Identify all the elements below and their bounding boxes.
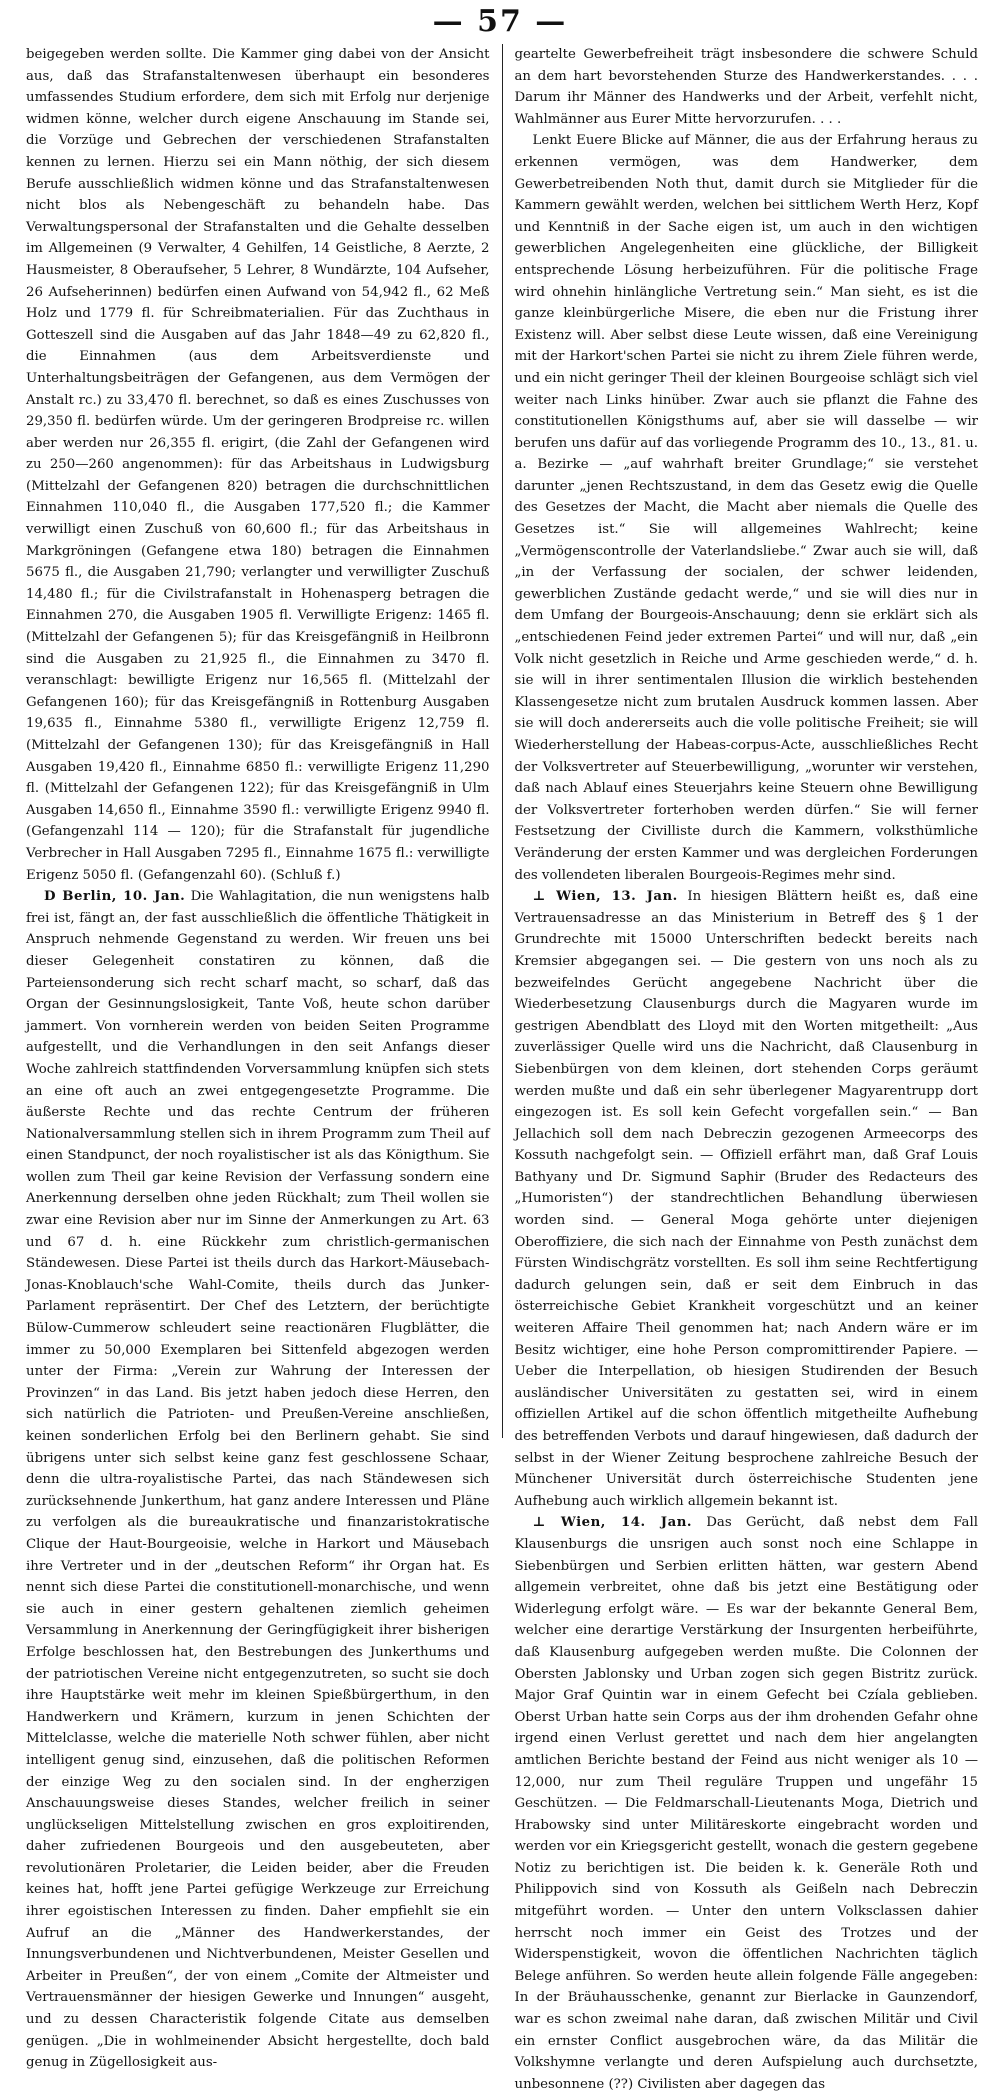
text-columns: [26, 44, 979, 2092]
right-paragraph-1: geartelte Gewerbefreiheit trägt insbesondere die schwere Schuld an dem hart bevorstehenden Sturze des Handwerkerstandes. . . . Darum ihr Männer des Handwerks und der Arbeit, verfehlt nicht, Wahlmänner aus Eurer Mitte hervorzurufen. . . .: [514, 47, 978, 127]
wien-14-article-text: Das Gerücht, daß nebst dem Fall Klausenburgs die unsrigen auch sonst noch eine Schlappe in Siebenbürgen und Serbien erlitten hätten, war gestern Abend allgemein verbreitet, ohne daß bis jetzt eine Bestätigung oder Widerlegung erfolgt wäre. — Es war der bekannte General Bem, welcher eine derartige Verstärkung der Insurgenten herbeiführte, daß Klausenburg aufgegeben werden mußte. Die Colonnen der Obersten Jablonsky und Urban zogen sich gegen Bistritz zurück. Major Graf Quintin war in einem Gefecht bei Czíala geblieben. Oberst Urban hatte sein Corps aus der ihm drohenden Gefahr ohne irgend einen Verlust gerettet und nach dem hier angelangten amtlichen Berichte bestand der Feind aus nicht weniger als 10 — 12,000, nur zum Theil reguläre Truppen und ungefähr 15 Geschützen. — Die Feldmarschall-Lieutenants Moga, Dietrich und Hrabowsky sind unter Militäreskorte eingebracht worden und werden vor ein Kriegsgericht gestellt, wonach die gestern gegebene Notiz zu berichtigen ist. Die beiden k. k. Generäle Roth und Philippovich sind von Kossuth als Geißeln nach Debreczin mitgeführt worden. — Unter den untern Volksclassen dahier herrscht noch immer ein Geist des Trotzes und der Widerspenstigkeit, wovon die öffentlichen Nachrichten täglich Belege anführen. So werden heute allein folgende Fälle angegeben: In der Bräuhausschenke, genannt zur Bierlacke in Gaunzendorf, war es schon zweimal nahe daran, daß zwischen Militär und Civil ein ernster Conflict ausgebrochen wäre, da das Militär die Volkshymne verlangte und deren Aufspielung auch durchsetzte, unbesonnene (??) Civilisten aber dagegen das: [514, 1515, 978, 2092]
left-paragraph-1: beigegeben werden sollte. Die Kammer ging dabei von der Ansicht aus, daß das Strafanstaltenwesen überhaupt ein besonderes umfassendes Studium erfordere, dem sich mit Erfolg nur derjenige widmen könne, welcher durch eigene Anschauung im Stande sei, die Vorzüge und Gebrechen der verschiedenen Strafanstalten kennen zu lernen. Hierzu sei ein Mann nöthig, der sich diesem Berufe ausschließlich widmen könne und das Strafanstaltenwesen nicht blos als Nebengeschäft zu behandeln habe. Das Verwaltungspersonal der Strafanstalten und die Gehalte desselben im Allgemeinen (9 Verwalter, 4 Gehilfen, 14 Geistliche, 8 Aerzte, 2 Hausmeister, 8 Oberaufseher, 5 Lehrer, 8 Wundärzte, 104 Aufseher, 26 Aufseherinnen) bedürfen einen Aufwand von 54,942 fl., 62 Meß Holz und 1779 fl. für Schreibmaterialien. Für das Zuchthaus in Gotteszell sind die Ausgaben auf das Jahr 1848—49 zu 62,820 fl., die Einnahmen (aus dem Arbeitsverdienste und Unterhaltungsbeiträgen der Gefangenen, aus dem Vermögen der Anstalt rc.) zu 33,470 fl. berechnet, so daß es eines Zuschusses von 29,350 fl. bedürfen würde. Um der geringeren Brodpreise rc. willen aber werden nur 26,355 fl. erigirt, (die Zahl der Gefangenen wird zu 250—260 angenommen): für das Arbeitshaus in Ludwigsburg (Mittelzahl der Gefangenen 820) betragen die durchschnittlichen Einnahmen 110,040 fl., die Ausgaben 177,520 fl.; die Kammer verwilligt einen Zuschuß von 60,600 fl.; für das Arbeitshaus in Markgröningen (Gefangene etwa 180) betragen die Einnahmen 5675 fl., die Ausgaben 21,790; verlangter und verwilligter Zuschuß 14,480 fl.; für die Civilstrafanstalt in Hohenasperg betragen die Einnahmen 270, die Ausgaben 1905 fl. Verwilligte Erigenz: 1465 fl. (Mittelzahl der Gefangenen 5); für das Kreisgefängniß in Heilbronn sind die Ausgaben zu 21,925 fl., die Einnahmen zu 3470 fl. veranschlagt: bewilligte Erigenz nur 16,565 fl. (Mittelzahl der Gefangenen 160); für das Kreisgefängniß in Rottenburg Ausgaben 19,635 fl., Einnahme 5380 fl., verwilligte Erigenz 12,759 fl. (Mittelzahl der Gefangenen 130); für das Kreisgefängniß in Hall Ausgaben 19,420 fl., Einnahme 6850 fl.: verwilligte Erigenz 11,290 fl. (Mittelzahl der Gefangenen 122); für das Kreisgefängniß in Ulm Ausgaben 14,650 fl., Einnahme 3590 fl.: verwilligte Erigenz 9940 fl. (Gefangenzahl 114 — 120); für die Strafanstalt für jugendliche Verbrecher in Hall Ausgaben 7295 fl., Einnahme 1675 fl.: verwilligte Erigenz 5050 fl. (Gefangenzahl 60). (Schluß f.): [26, 47, 490, 883]
berlin-article-text: Die Wahlagitation, die nun wenigstens halb frei ist, fängt an, der fast ausschließlich die öffentliche Thätigkeit in Anspruch nehmende Gegenstand zu werden. Wir freuen uns bei dieser Gelegenheit constatiren zu können, daß die Parteiensonderung sich recht scharf macht, so scharf, daß das Organ der Gesinnungslosigkeit, Tante Voß, heute schon darüber jammert. Von vornherein werden von beiden Seiten Programme aufgestellt, und die Verhandlungen in den seit Anfangs dieser Woche zahlreich stattfindenden Vorversammlung knüpfen sich stets an eine oft auch an zwei entgegengesetzte Programme. Die äußerste Rechte und das rechte Centrum der früheren Nationalversammlung stellen sich in ihrem Programm zum Theil auf einen Standpunct, der noch royalistischer ist als das Königthum. Sie wollen zum Theil gar keine Revision der Verfassung sondern eine Anerkennung derselben ohne jeden Rückhalt; zum Theil wollen sie zwar eine Revision aber nur im Sinne der Anmerkungen zu Art. 63 und 67 d. h. eine Rückkehr zum christlich-germanischen Ständewesen. Diese Partei ist theils durch das Harkort-Mäusebach-Jonas-Knoblauch'sche Wahl-Comite, theils durch das Junker-Parlament repräsentirt. Der Chef des Letztern, der berüchtigte Bülow-Cummerow schleudert seine reactionären Flugblätter, die immer zu 50,000 Exemplaren bei Sittenfeld abgezogen werden unter der Firma: „Verein zur Wahrung der Interessen der Provinzen“ in das Land. Bis jetzt haben jedoch diese Herren, den sich natürlich die Patrioten- und Preußen-Vereine anschließen, keinen sonderlichen Erfolg bei den Berlinern gehabt. Sie sind übrigens unter sich selbst keine ganz fest geschlossene Schaar, denn die ultra-royalistische Partei, das nach Ständewesen sich zurücksehnende Junkerthum, hat ganz andere Interessen und Pläne zu verfolgen als die bureaukratische und finanzaristokratische Clique der Haut-Bourgeoisie, welche in Harkort und Mäusebach ihre Vertreter und in der „deutschen Reform“ ihr Organ hat. Es nennt sich diese Partei die constitutionell-monarchische, und wenn sie auch in einer gestern gehaltenen ziemlich geheimen Versammlung in Anerkennung der Geringfügigkeit ihrer bisherigen Erfolge beschlossen hat, den Bestrebungen des Junkerthums und der patriotischen Vereine nicht entgegenzutreten, so sucht sie doch ihre Hauptstärke weit mehr im kleinen Spießbürgerthum, in den Handwerkern und Krämern, kurzum in jenen Schichten der Mittelclasse, welche die materielle Noth schwer fühlen, aber nicht intelligent genug sind, einzusehen, daß die politischen Reformen der einzige Weg zu den socialen sind. In der engherzigen Anschauungsweise dieses Standes, welcher freilich in seiner unglückseligen Mittelstellung zwischen en gros exploitirenden, daher zufriedenen Bourgeois und den ausgebeuteten, aber revolutionären Proletarier, die Leiden beider, aber die Freuden keines hat, hofft jene Partei gefügige Werkzeuge zur Erreichung ihrer egoistischen Interessen zu finden. Daher empfiehlt sie ein Aufruf an die „Männer des Handwerkerstandes, der Innungsverbundenen und Nichtverbundenen, Meister Gesellen und Arbeiter in Preußen“, der von einem „Comite der Altmeister und Vertrauensmänner der hiesigen Gewerke und Innungen“ ausgeht, und zu dessen Characteristik folgende Citate aus demselben genügen. „Die in wohlmeinender Absicht hergestellte, doch bald genug in Zügellosigkeit aus-: [26, 889, 490, 2071]
right-paragraph-4: [515, 1512, 979, 2095]
page-number: — 57 —: [432, 4, 568, 39]
wien-13-article-text: In hiesigen Blättern heißt es, daß eine Vertrauensadresse an das Ministerium in Betreff des § 1 der Grundrechte mit 15000 Unterschriften bedeckt bereits nach Kremsier abgegangen sei. — Die gestern von uns noch als zu bezweifelndes Gerücht angegebene Nachricht über die Wiederbesetzung Clausenburgs durch die Magyaren wurde im gestrigen Abendblatt des Lloyd mit den Worten mitgetheilt: „Aus zuverlässiger Quelle wird uns die Nachricht, daß Clausenburg in Siebenbürgen von dem kleinen, dort stehenden Corps geräumt werden mußte und daß ein sehr überlegener Magyarentrupp dort eingezogen ist. Es soll kein Gefecht vorgefallen sein.“ — Ban Jellachich soll dem nach Debreczin gezogenen Armeecorps des Kossuth nachgefolgt sein. — Offiziell erfährt man, daß Graf Louis Bathyany und Dr. Sigmund Saphir (Bruder des Redacteurs des „Humoristen“) der standrechtlichen Behandlung überwiesen worden sind. — General Moga gehörte unter diejenigen Oberoffiziere, die sich nach der Einnahme von Pesth zunächst dem Fürsten Windischgrätz vorstellten. Es soll ihm seine Rechtfertigung dadurch gelungen sein, daß er seit dem Einbruch in das österreichische Gebiet Krankheit vorgeschützt und an keiner weiteren Affaire Theil genommen hat; nach Andern wäre er im Besitz wichtiger, eine hohe Person compromittirender Papiere. — Ueber die Interpellation, ob hiesigen Studirenden der Besuch ausländischer Universitäten zu gestatten sei, wird in einem offiziellen Artikel auf die schon öffentlich mitgetheilte Aufhebung des betreffenden Verbots und darauf hingewiesen, daß dadurch der selbst in der Wiener Zeitung besprochene zahlreiche Besuch der Münchener Universität durch österreichische Studenten jene Aufhebung auch wirklich allgemein bekannt ist.: [514, 889, 979, 1509]
left-column: [26, 44, 502, 2071]
berlin-dateline: D Berlin, 10. Jan.: [44, 889, 186, 905]
wien-14-dateline: ⊥ Wien, 14. Jan.: [532, 1515, 693, 1531]
right-paragraph-3: [515, 886, 979, 1512]
right-column: [503, 44, 979, 2092]
right-paragraph-2: Lenkt Euere Blicke auf Männer, die aus der Erfahrung heraus zu erkennen vermögen, was dem Handwerker, dem Gewerbetreibenden Noth thut, damit durch sie Mitglieder für die Kammern gewählt werden, welchen bei sittlichem Werth Herz, Kopf und Kenntniß in der Sache eigen ist, um auch in den wichtigen gewerblichen Angelegenheiten eine glückliche, der Billigkeit entsprechende Lösung herbeizuführen. Für die politische Frage wird ohnehin hinlängliche Vertretung sein.“ Man sieht, es ist die ganze kleinbürgerliche Misere, die eben nur die Fristung ihrer Existenz will. Aber selbst diese Leute wissen, daß eine Vereinigung mit der Harkort'schen Partei sie nicht zu ihrem Ziele führen werde, und ein nicht geringer Theil der kleinen Bourgeoise schlägt sich viel weiter nach Links hinüber. Zwar auch sie pflanzt die Fahne des constitutionellen Königsthums auf, aber sie will dasselbe — wir berufen uns dafür auf das vorliegende Programm des 10., 13., 81. u. a. Bezirke — „auf wahrhaft breiter Grundlage;“ sie verstehet darunter „jenen Rechtszustand, in dem das Gesetz ewig die Quelle des Gesetzes der Macht, die Macht aber niemals die Quelle des Gesetzes ist.“ Sie will allgemeines Wahlrecht; keine „Vermögenscontrolle der Vaterlandsliebe.“ Zwar auch sie will, daß „in der Verfassung der socialen, der schwer leidenden, gewerblichen Zustände gedacht werde,“ und sie will dies nur in dem Umfang der Bourgeois-Anschauung; denn sie erklärt sich als „entschiedenen Feind jeder extremen Partei“ und will nur, daß „ein Volk nicht gesetzlich in Reiche und Arme geschieden werde,“ d. h. sie will in ihrer sentimentalen Illusion die wirklich bestehenden Klassengesetze nicht zum brutalen Ausdruck kommen lassen. Aber sie will doch andererseits auch die volle politische Freiheit; sie will Wiederherstellung der Habeas-corpus-Acte, ausschließliches Recht der Volksvertreter auf Steuerbewilligung, „worunter wir verstehen, daß nach Ablauf eines Steuerjahrs keine Steuern ohne Bewilligung der Volksvertreter forterhoben werden dürfen.“ Sie will ferner Festsetzung der Civilliste durch die Kammern, volksthümliche Veränderung der ersten Kammer und was dergleichen Forderungen des vollendeten liberalen Bourgeois-Regimes mehr sind.: [514, 133, 978, 883]
wien-13-dateline: ⊥ Wien, 13. Jan.: [532, 889, 678, 905]
left-paragraph-2: [26, 886, 490, 2074]
